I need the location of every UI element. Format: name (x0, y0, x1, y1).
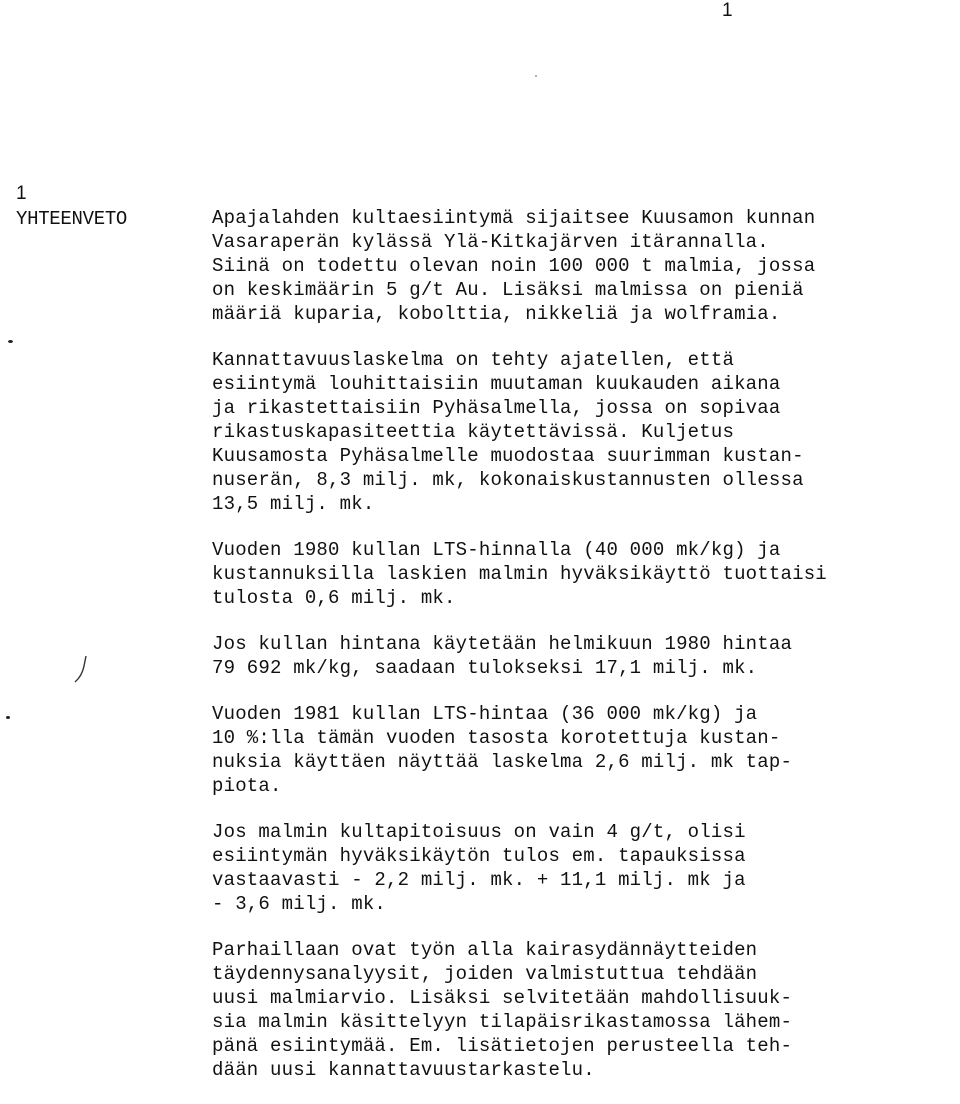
text-line: Vasaraperän kylässä Ylä-Kitkajärven itärannalla. (212, 231, 769, 253)
paragraph-1980-price (212, 538, 957, 610)
paragraph-february-price (212, 632, 957, 680)
text-line: sia malmin käsittelyyn tilapäisrikastamossa lähem- (212, 1011, 793, 1033)
text-line: 13,5 milj. mk. (212, 493, 375, 515)
text-line: Siinä on todettu olevan noin 100 000 t malmia, jossa (212, 255, 816, 277)
paragraph-1981-price (212, 702, 957, 798)
text-line: määriä kuparia, kobolttia, nikkeliä ja wolframia. (212, 303, 781, 325)
text-line: Kannattavuuslaskelma on tehty ajatellen, että (212, 349, 735, 371)
text-line: Vuoden 1981 kullan LTS-hintaa (36 000 mk/kg) ja (212, 703, 758, 725)
text-line: 10 %:lla tämän vuoden tasosta korotettuja kustan- (212, 727, 781, 749)
text-line: Parhaillaan ovat työn alla kairasydännäytteiden (212, 939, 758, 961)
section-title: YHTEENVETO (16, 208, 128, 230)
text-line: dään uusi kannattavuustarkastelu. (212, 1059, 595, 1081)
text-line: nuksia käyttäen näyttää laskelma 2,6 milj. mk tap- (212, 751, 793, 773)
paragraph-ongoing-work (212, 938, 957, 1082)
text-line: uusi malmiarvio. Lisäksi selvitetään mahdollisuuk- (212, 987, 793, 1009)
text-line: pänä esiintymää. Em. lisätietojen perusteella teh- (212, 1035, 793, 1057)
text-line: Kuusamosta Pyhäsalmelle muodostaa suurimman kustan- (212, 445, 804, 467)
scan-speck (8, 340, 13, 343)
text-line: rikastuskapasiteettia käytettävissä. Kuljetus (212, 421, 735, 443)
text-line: esiintymän hyväksikäytön tulos em. tapauksissa (212, 845, 746, 867)
text-line: täydennysanalyysit, joiden valmistuttua tehdään (212, 963, 758, 985)
text-line: nuserän, 8,3 milj. mk, kokonaiskustannusten ollessa (212, 469, 804, 491)
text-line: tulosta 0,6 milj. mk. (212, 587, 456, 609)
paragraph-location (212, 206, 957, 326)
text-line: Jos malmin kultapitoisuus on vain 4 g/t, olisi (212, 821, 746, 843)
text-line: piota. (212, 775, 282, 797)
text-line: Apajalahden kultaesiintymä sijaitsee Kuusamon kunnan (212, 207, 816, 229)
scan-speck (6, 716, 10, 719)
paragraph-feasibility (212, 348, 957, 516)
paragraph-grade-scenario (212, 820, 957, 916)
section-number: 1 (16, 183, 27, 204)
summary-body (212, 206, 957, 1104)
pencil-mark (72, 654, 90, 684)
text-line: Jos kullan hintana käytetään helmikuun 1980 hintaa (212, 633, 793, 655)
text-line: - 3,6 milj. mk. (212, 893, 387, 915)
text-line: Vuoden 1980 kullan LTS-hinnalla (40 000 mk/kg) ja (212, 539, 781, 561)
text-line: kustannuksilla laskien malmin hyväksikäyttö tuottaisi (212, 563, 827, 585)
text-line: 79 692 mk/kg, saadaan tulokseksi 17,1 milj. mk. (212, 657, 758, 679)
text-line: on keskimäärin 5 g/t Au. Lisäksi malmissa on pieniä (212, 279, 804, 301)
text-line: esiintymä louhittaisiin muutaman kuukauden aikana (212, 373, 781, 395)
page-number: 1 (722, 0, 733, 21)
text-line: ja rikastettaisiin Pyhäsalmella, jossa on sopivaa (212, 397, 781, 419)
scan-speck (535, 75, 537, 77)
text-line: vastaavasti - 2,2 milj. mk. + 11,1 milj. mk ja (212, 869, 746, 891)
